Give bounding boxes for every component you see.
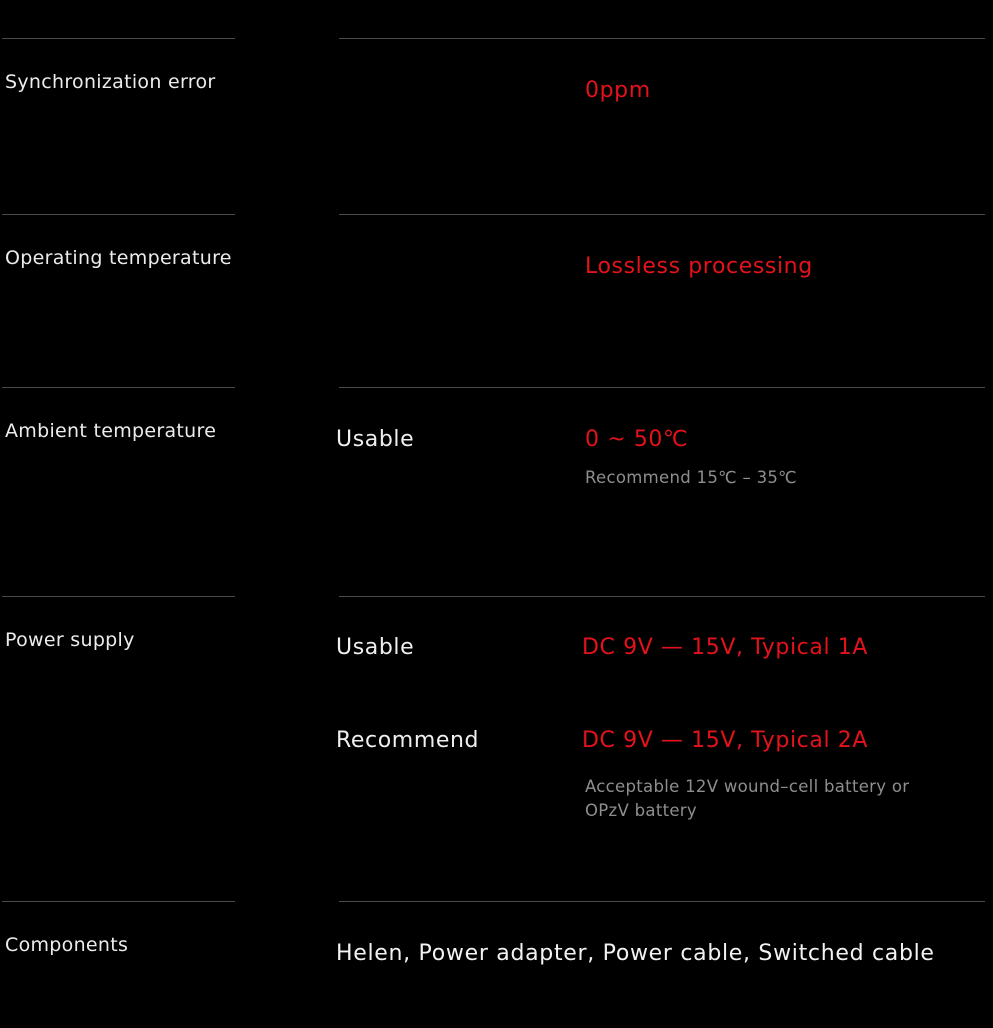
- row-divider-right: [339, 901, 985, 902]
- spec-label-power-supply: Power supply: [5, 629, 135, 651]
- spec-sublabel-recommend: Recommend: [336, 728, 480, 753]
- spec-value-power-usable: DC 9V — 15V, Typical 1A: [582, 635, 868, 660]
- row-divider-left: [2, 214, 235, 215]
- row-divider-right: [339, 38, 985, 39]
- spec-value-power-recommend: DC 9V — 15V, Typical 2A: [582, 728, 868, 753]
- spec-note-power-supply: Acceptable 12V wound–cell battery or OPzV battery: [585, 777, 910, 820]
- spec-label-components: Components: [5, 934, 129, 956]
- row-divider-right: [339, 214, 985, 215]
- row-divider-left: [2, 901, 235, 902]
- row-divider-right: [339, 387, 985, 388]
- spec-label-operating-temperature: Operating temperature: [5, 247, 232, 269]
- spec-sublabel-usable: Usable: [336, 635, 415, 660]
- row-divider-left: [2, 38, 235, 39]
- spec-note-ambient-temperature: Recommend 15℃ – 35℃: [585, 468, 798, 487]
- spec-sublabel-usable: Usable: [336, 427, 415, 452]
- spec-value-components: Helen, Power adapter, Power cable, Switched cable: [336, 941, 935, 966]
- spec-label-ambient-temperature: Ambient temperature: [5, 420, 217, 442]
- row-divider-left: [2, 596, 235, 597]
- row-divider-right: [339, 596, 985, 597]
- spec-label-synchronization-error: Synchronization error: [5, 71, 216, 93]
- row-divider-left: [2, 387, 235, 388]
- spec-value-operating-temperature: Lossless processing: [585, 254, 813, 279]
- spec-value-synchronization-error: 0ppm: [585, 78, 651, 103]
- spec-value-ambient-temperature: 0 ~ 50℃: [585, 427, 689, 452]
